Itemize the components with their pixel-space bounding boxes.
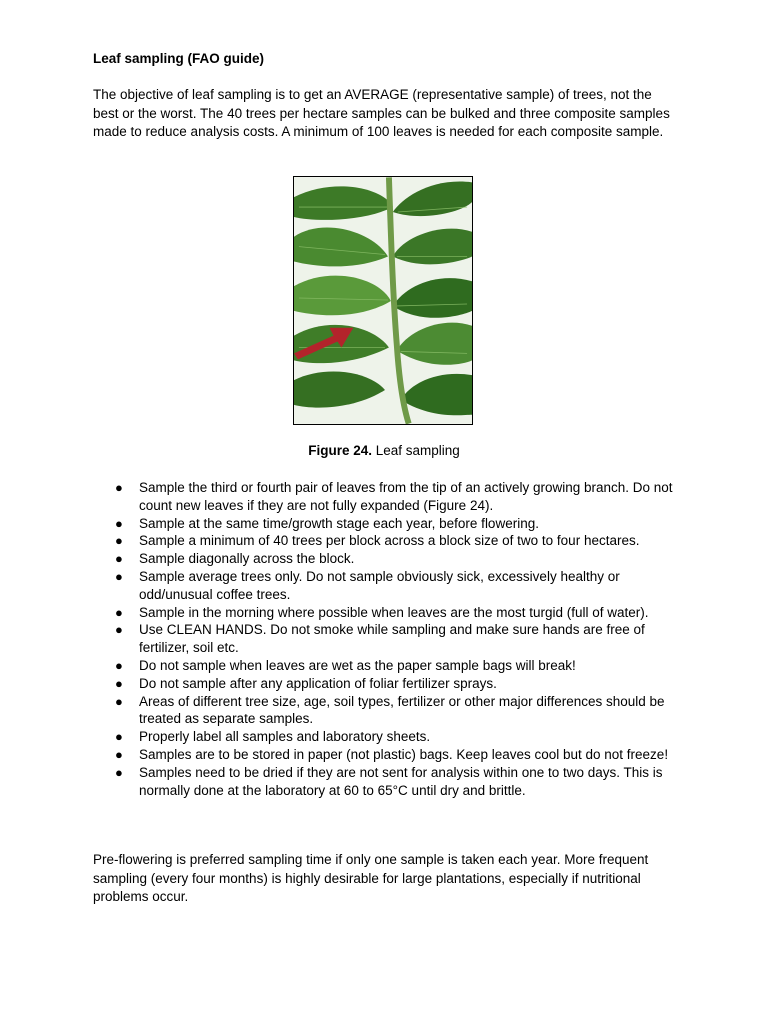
list-item-text: Properly label all samples and laboratory sheets.: [139, 729, 431, 745]
list-item: [93, 675, 683, 693]
bullet-icon: ●: [115, 480, 123, 495]
bullet-icon: ●: [115, 675, 123, 691]
list-item: [93, 515, 683, 533]
bullet-icon: ●: [115, 693, 123, 709]
list-item-text: Samples are to be stored in paper (not plastic) bags. Keep leaves cool but do not freeze!: [139, 746, 669, 762]
closing-paragraph: Pre-flowering is preferred sampling time if only one sample is taken each year. More frequent sampling (every four months) is highly desirable for large plantations, especially if nutritional problems occur.: [93, 852, 649, 904]
list-item-text: Sample the third or fourth pair of leaves from the tip of an actively growing branch. Do not count new leaves if they are not fully expanded (Figure 24).: [139, 480, 673, 513]
list-item-text: Use CLEAN HANDS. Do not smoke while sampling and make sure hands are free of fertilizer, soil etc.: [139, 622, 645, 656]
list-item-text: Sample average trees only. Do not sample obviously sick, excessively healthy or odd/unusual coffee trees.: [139, 568, 620, 602]
sampling-guidelines-list: [93, 479, 683, 799]
bullet-icon: ●: [115, 764, 123, 780]
list-item: [93, 532, 683, 550]
list-item-text: Do not sample after any application of foliar fertilizer sprays.: [139, 675, 497, 691]
list-item: [93, 693, 683, 729]
page-title: Leaf sampling (FAO guide): [93, 51, 265, 66]
list-item: [93, 657, 683, 675]
list-item-text: Sample a minimum of 40 trees per block across a block size of two to four hectares.: [139, 533, 640, 549]
list-item-text: Sample diagonally across the block.: [139, 551, 355, 567]
list-item: [93, 621, 683, 657]
bullet-icon: ●: [115, 729, 123, 745]
list-item: [93, 604, 683, 622]
list-item-text: Do not sample when leaves are wet as the paper sample bags will break!: [139, 657, 576, 673]
bullet-icon: ●: [115, 622, 123, 638]
bullet-icon: ●: [115, 657, 123, 673]
coffee-branch-illustration: [294, 177, 472, 424]
figure-caption: [0, 443, 768, 458]
figure-label: Figure 24.: [308, 443, 372, 458]
bullet-icon: ●: [115, 515, 123, 531]
bullet-icon: ●: [115, 551, 123, 567]
list-item: [93, 550, 683, 568]
list-item-text: Sample at the same time/growth stage each year, before flowering.: [139, 515, 539, 531]
bullet-icon: ●: [115, 604, 123, 620]
list-item: [93, 746, 683, 764]
bullet-icon: ●: [115, 746, 123, 762]
figure-caption-text: Leaf sampling: [371, 443, 460, 458]
bullet-icon: ●: [115, 568, 123, 584]
intro-paragraph: The objective of leaf sampling is to get an AVERAGE (representative sample) of trees, not the best or the worst. The 40 trees per hectare samples can be bulked and three composite samples made to reduce analysis costs. A minimum of 100 leaves is needed for each composite sample.: [93, 87, 670, 139]
list-item: [93, 764, 683, 800]
list-item-text: Samples need to be dried if they are not sent for analysis within one to two days. This is normally done at the laboratory at 60 to 65°C until dry and brittle.: [139, 764, 663, 798]
list-item-text: Sample in the morning where possible when leaves are the most turgid (full of water).: [139, 604, 649, 620]
list-item: [93, 728, 683, 746]
list-item: [93, 568, 683, 604]
leaf-sampling-figure: [293, 176, 473, 425]
list-item: [93, 479, 683, 515]
bullet-icon: ●: [115, 533, 123, 549]
list-item-text: Areas of different tree size, age, soil types, fertilizer or other major differences should be treated as separate samples.: [139, 693, 665, 727]
